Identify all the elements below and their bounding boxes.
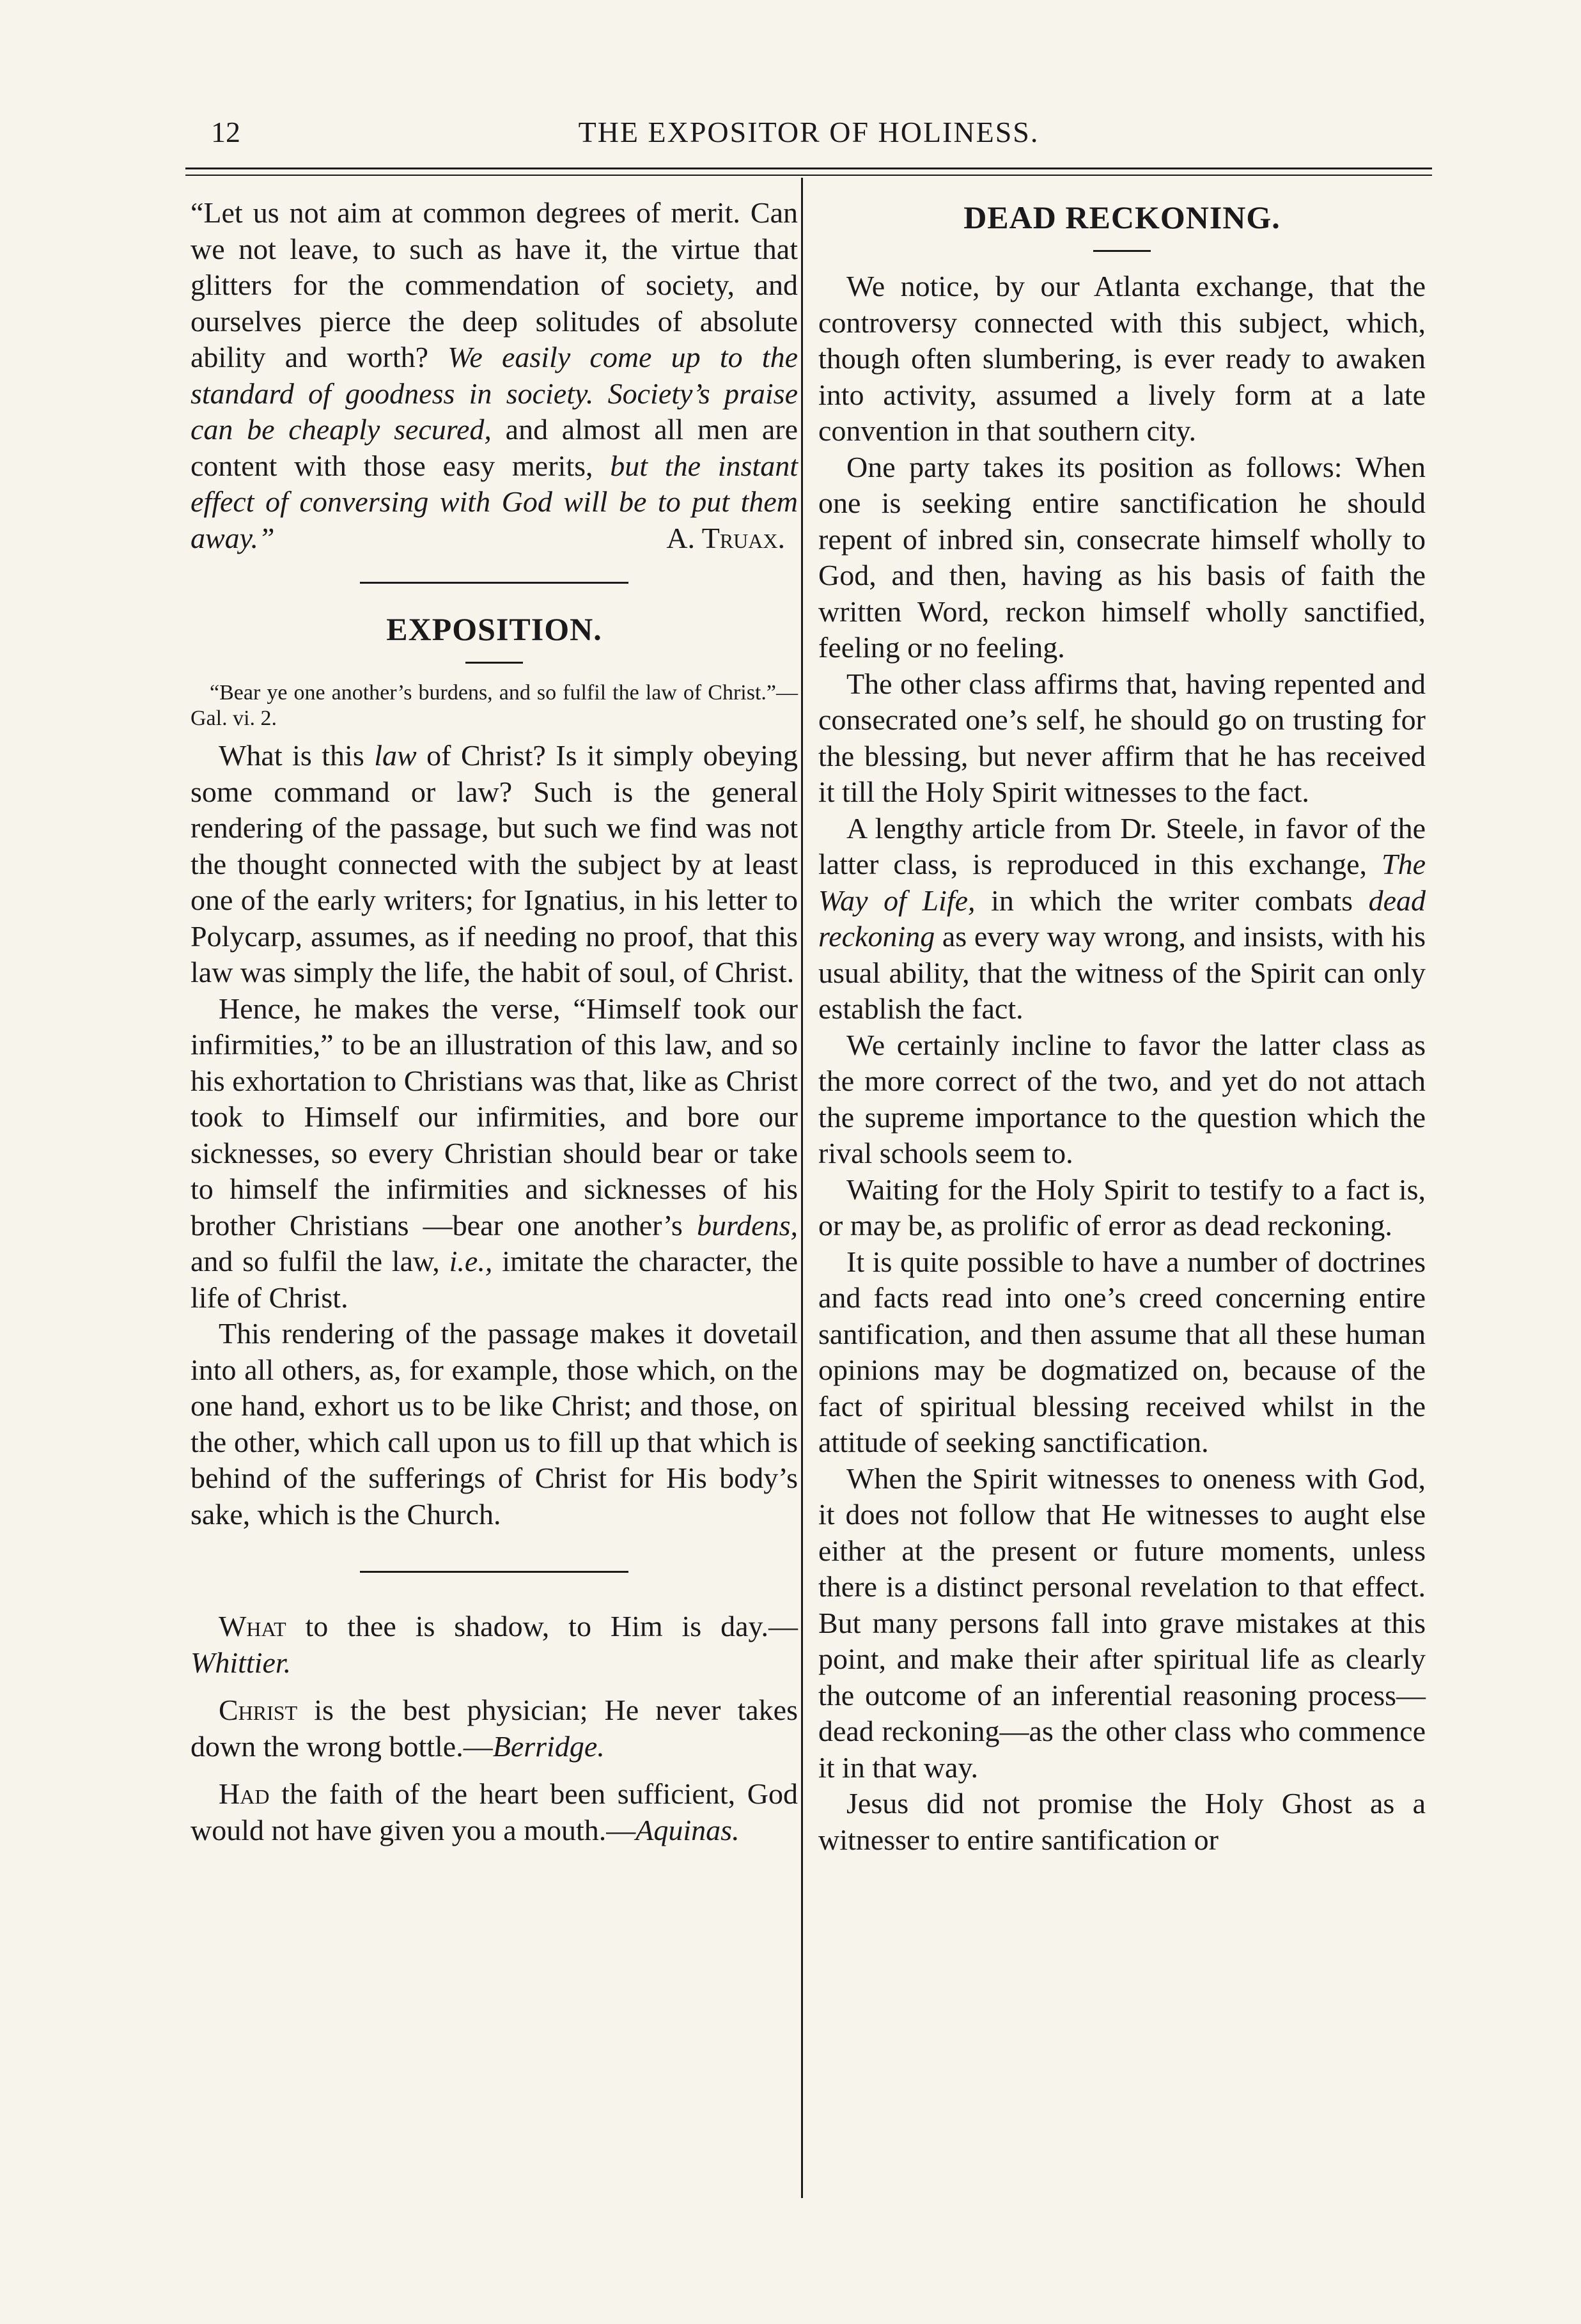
truax-quote-text — [191, 195, 798, 556]
left-column — [191, 195, 798, 1860]
text-run: Whittier. — [191, 1646, 292, 1679]
article-paragraph-8: When the Spirit witnesses to oneness with God, it does not follow that He witnesses to aught else either at the present or future moments, unless there is a distinct personal revelation to that effect. But many persons fall into grave mistakes at this point, and make their after spiritual life as clearly the outcome of an inferential reasoning process—dead reckoning—as the other class who commence it in that way. — [818, 1462, 1426, 1784]
exposition-paragraph-1 — [191, 738, 798, 991]
header-double-rule — [185, 168, 1432, 176]
text-run: Berridge. — [492, 1729, 605, 1763]
text-run: the faith of the heart been sufficient, God would not have given you a mouth.— — [191, 1777, 798, 1846]
saying-whittier — [191, 1609, 798, 1681]
quote-part-4: but the instant effect of conversing with God will be to put them away.” — [191, 449, 798, 554]
article-paragraph-3: The other class affirms that, having repented and consecrated one’s self, he should go on trusting for the blessing, but never affirm that he has received it till the Holy Spirit witnesses to the fact. — [818, 667, 1426, 808]
truax-quote — [191, 195, 798, 556]
text-run: of Christ? Is it simply obeying some command or law? Such is the general rendering of the passage, but such we find was not the thought connected with the subject by at least one of the early writers; for Ignatius, in his letter to Polycarp, assumes, as if needing no proof, that this law was simply the life, the habit of soul, of Christ. — [191, 739, 798, 988]
article-paragraph-7: It is quite possible to have a number of doctrines and facts read into one’s creed concerning entire santification, and then assume that all these human opinions may be dogmatized on, because of the fact of spiritual blessing received whilst in the attitude of seeking sanctification. — [818, 1245, 1426, 1458]
text-run: is the best physician; He never takes down the wrong bottle.— — [191, 1694, 798, 1763]
text-run: What — [219, 1610, 286, 1642]
epigraph: “Bear ye one another’s burdens, and so fulfil the law of Christ.”—Gal. vi. 2. — [191, 681, 798, 730]
section-rule — [360, 582, 628, 584]
text-run: A lengthy article from Dr. Steele, in favor of the latter class, is reproduced in this exchange, — [818, 811, 1426, 880]
right-column — [818, 195, 1426, 1858]
article-paragraph-6: Waiting for the Holy Spirit to testify to a fact is, or may be, as prolific of error as dead reckoning. — [818, 1173, 1426, 1242]
text-run: and so fulfil the law, — [191, 1245, 440, 1277]
saying-berridge — [191, 1692, 798, 1765]
text-run: Hence, he makes the verse, “Himself took our infirmities,” to be an illustration of this law, and so his exhortation to Christians was that, like as Christ took to Himself our infirmities, and bore our sicknesses, so every Christian should bear or take to himself the infirmities and sicknesses of his brother Christians —bear one another’s — [191, 992, 798, 1242]
article-paragraph-1: We notice, by our Atlanta exchange, that the controversy connected with this subject, which, though often slumbering, is ever ready to awaken into activity, assumed a lively form at a late convention in that southern city. — [818, 270, 1426, 447]
heading-rule — [465, 662, 523, 664]
heading-rule — [1093, 250, 1151, 252]
text-run: as every way wrong, and insists, with his usual ability, that the witness of the Spirit can only establish the fact. — [818, 920, 1426, 1025]
text-run: law — [374, 739, 417, 772]
exposition-paragraph-2 — [191, 991, 798, 1316]
article-paragraph-5: We certainly incline to favor the latter class as the more correct of the two, and yet do not attach the supreme importance to the question which the rival schools seem to. — [818, 1028, 1426, 1169]
article-paragraph-9: Jesus did not promise the Holy Ghost as a witnesser to entire santification or — [818, 1787, 1426, 1856]
column-divider — [801, 178, 803, 2198]
text-run: i.e., — [449, 1245, 493, 1277]
page-number: 12 — [211, 116, 240, 148]
saying-aquinas — [191, 1776, 798, 1848]
quote-part-2: We easily come up to the standard of goodness in society. Society’s praise can be cheaply secured, — [191, 341, 798, 446]
dead-reckoning-heading: DEAD RECKONING. — [963, 199, 1281, 235]
article-paragraph-2: One party takes its position as follows: When one is seeking entire sanctification he should repent of inbred sin, consecrate himself wholly to God, and then, having as his basis of faith the written Word, reckon himself wholly sanctified, feeling or no feeling. — [818, 450, 1426, 664]
text-run: What is this — [219, 739, 364, 772]
quote-part-1: “Let us not aim at common degrees of merit. Can we not leave, to such as have it, the virtue that glitters for the commendation of society, and ourselves pierce the deep solitudes of absolute ability and worth? — [191, 196, 798, 373]
text-run: Christ — [219, 1694, 298, 1726]
text-run: imitate the character, the life of Christ. — [191, 1245, 798, 1314]
text-run: in which the writer combats — [991, 884, 1353, 917]
exposition-paragraph-3: This rendering of the passage makes it dovetail into all others, as, for example, those which, on the one hand, exhort us to be like Christ; and those, on the other, which call upon us to fill up that which is behind of the sufferings of Christ for His body’s sake, which is the Church. — [191, 1317, 798, 1531]
text-run: to thee is shadow, to Him is day.— — [305, 1610, 798, 1642]
article-paragraph-4 — [818, 811, 1426, 1027]
section-rule — [360, 1571, 628, 1573]
text-run: burdens, — [696, 1208, 798, 1242]
text-run: The Way of Life, — [818, 848, 1426, 917]
text-run: Aquinas. — [635, 1813, 740, 1846]
text-run: Had — [219, 1777, 270, 1810]
exposition-heading: EXPOSITION. — [386, 611, 602, 647]
quote-author: A. Truax. — [666, 521, 785, 554]
text-run: dead reckoning — [818, 884, 1426, 953]
quote-part-3: and almost all men are content with those easy merits, — [191, 413, 798, 482]
running-header — [185, 115, 1432, 166]
running-title: THE EXPOSITOR OF HOLINESS. — [578, 116, 1040, 148]
